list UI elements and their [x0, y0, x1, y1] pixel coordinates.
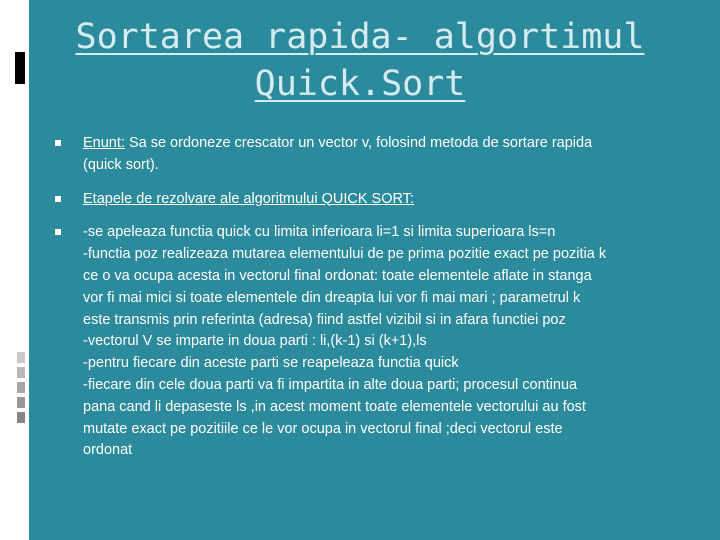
decorative-square — [17, 352, 25, 363]
title-accent-bar — [15, 52, 25, 84]
decorative-square — [17, 412, 25, 423]
steps-line: -functia poz realizeaza mutarea elementului de pe prima pozitie exact pe pozitia k — [83, 246, 607, 263]
enunt-text: Sa se ordoneze crescator un vector v, folosind metoda de sortare rapida — [124, 135, 593, 151]
bullet-etape — [55, 189, 695, 211]
bullet-square-icon — [55, 229, 61, 235]
slide-title-line-1: Sortarea rapida- algortimul — [75, 17, 645, 57]
steps-line: ordonat — [83, 442, 133, 459]
decorative-square — [17, 382, 25, 393]
steps-line: mutate exact pe pozitiile ce le vor ocupa in vectorul final ;deci vectorul este — [83, 420, 563, 437]
slide-title-line-2: Quick.Sort — [254, 64, 466, 104]
slide-content — [55, 133, 695, 462]
enunt-text-continuation: (quick sort). — [83, 156, 159, 173]
etape-heading: Etapele de rezolvare ale algoritmului QUICK SORT: — [83, 190, 414, 207]
enunt-label: Enunt: — [83, 135, 125, 151]
steps-line: ce o va ocupa acesta in vectorul final ordonat: toate elementele aflate in stanga — [83, 267, 592, 284]
steps-line: -vectorul V se imparte in doua parti : li,(k-1) si (k+1),ls — [83, 333, 427, 350]
steps-line: este transmis prin referinta (adresa) fiind astfel vizibil si in afara functiei poz — [83, 311, 566, 328]
steps-line: vor fi mai mici si toate elementele din dreapta lui vor fi mai mari ; parametrul k — [83, 289, 581, 306]
bullet-square-icon — [55, 196, 61, 202]
slide-title — [40, 14, 680, 108]
enunt-line — [83, 133, 695, 155]
steps-line: -pentru fiecare din aceste parti se reapeleaza functia quick — [83, 355, 459, 372]
steps-line: -fiecare din cele doua parti va fi impartita in alte doua parti; procesul continua — [83, 376, 578, 393]
decorative-square — [17, 367, 25, 378]
bullet-enunt — [55, 133, 695, 177]
steps-line: pana cand li depaseste ls ,in acest moment toate elementele vectorului au fost — [83, 398, 586, 415]
bullet-steps — [55, 222, 695, 462]
steps-line: -se apeleaza functia quick cu limita inferioara li=1 si limita superioara ls=n — [83, 224, 556, 241]
bullet-square-icon — [55, 140, 61, 146]
decorative-square — [17, 397, 25, 408]
